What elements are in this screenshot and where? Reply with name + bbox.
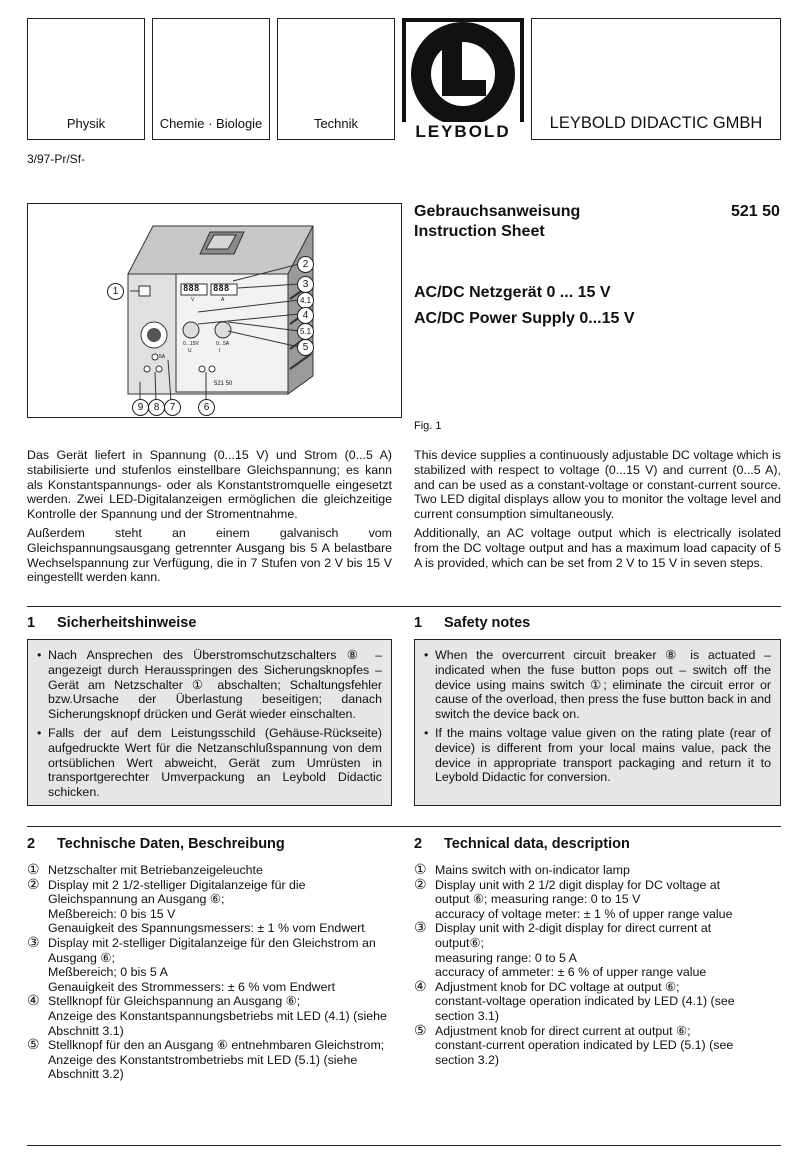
spec-num: ④ [27,992,40,1009]
spec-line: constant-current operation indicated by LED (5.1) (see section 3.2) [435,1038,734,1067]
section1-heading-de: Sicherheitshinweise [57,615,197,631]
title-de: Gebrauchsanweisung [414,203,581,220]
header-cell-chemie [152,18,270,140]
callout-9: 9 [132,399,149,416]
spec-line: accuracy of voltage meter: ± 1 % of upper range value [435,906,733,921]
display-voltage: 888 [183,284,200,294]
safety-item-de: • Falls der auf dem Leistungsschild (Gehäuse-Rückseite) aufgedruckte Wert für die Netzanschlußspannung von dem ortsüblichen Wert abweicht, Gerät zum Umrüsten in transportgerechter Umverpackung an Leybold Didactic schicken. [37,726,382,800]
callout-4-1: 4.1 [297,292,314,309]
intro-de [27,448,392,589]
spec-line: Netzschalter mit Betriebanzeigeleuchte [48,863,263,877]
callout-8: 8 [148,399,165,416]
spec-item-en-3 [414,921,754,979]
leybold-logo [402,18,524,142]
safety-item-en: • When the overcurrent circuit breaker ⑧ is actuated – indicated when the fuse button pops out – switch off the device using mains switch ①; eliminate the circuit error or cause of the overload, then press the fuse button back in and switch the device back on. [424,648,771,722]
title-en: Instruction Sheet [414,223,545,240]
callout-1: 1 [107,283,124,300]
spec-line: Anzeige des Konstantspannungsbetriebs mit LED (4.1) (siehe Abschnitt 3.1) [48,1008,387,1038]
spec-line: accuracy of ammeter: ± 6 % of upper range value [435,965,707,980]
section2-heading-en: Technical data, description [444,836,630,852]
spec-line: Stellknopf für Gleichspannung an Ausgang ⑥; [48,994,301,1009]
section1-num-de: 1 [27,615,36,631]
spec-num: ① [27,861,40,877]
spec-num: ① [414,861,427,877]
fuse-label: 5A [159,354,166,360]
model-label: 521 50 [214,381,233,387]
knob-current-label: 0...5A [216,341,230,347]
spec-num: ② [414,875,427,892]
knob-current-sub: I [219,348,221,354]
header-label-technik: Technik [313,116,359,131]
spec-list-en [414,863,754,1067]
doc-code: 3/97-Pr/Sf- [27,152,86,166]
intro-en-p1: This device supplies a continuously adjustable DC voltage which is stabilized with respect to voltage (0...15 V) and current (0...5 A), and can be used as a constant-voltage or constant-current source. Two LED digital displays allow you to monitor the voltage level and current consumption simultaneously. [414,448,781,522]
spec-item-de-1 [27,863,392,878]
spec-item-en-1 [414,863,754,878]
spec-line: Display unit with 2-digit display for direct current at output⑥; [435,921,712,950]
intro-de-p2: Außerdem steht an einem galvanisch vom Gleichspannungsausgang getrennter Ausgang bis 5 A belastbare Wechselspannung zur Verfügung, die in 7 Stufen von 2 V bis 15 V eingestellt werden kann. [27,525,392,585]
section2-num-en: 2 [414,836,423,852]
spec-line: Display unit with 2 1/2 digit display for DC voltage at output ⑥; measuring range: 0 to 15 V [435,877,721,907]
logo-text: LEYBOLD [415,122,511,141]
product-title-de: AC/DC Netzgerät 0 ... 15 V [414,284,611,301]
section2-heading-de: Technische Daten, Beschreibung [57,836,285,852]
display-current: 888 [213,284,230,294]
spec-item-de-4 [27,994,392,1038]
section2-rule [27,826,781,827]
spec-num: ② [27,875,40,892]
callout-4: 4 [297,307,314,324]
company-name: LEYBOLD DIDACTIC GMBH [549,114,763,132]
spec-item-en-2 [414,875,754,922]
knob-voltage-sub: U [188,348,192,354]
spec-item-de-5 [27,1038,392,1082]
spec-item-en-5 [414,1021,754,1068]
spec-line: Anzeige des Konstantstrombetriebs mit LED (5.1) (siehe Abschnitt 3.2) [48,1052,358,1082]
spec-line: measuring range: 0 to 5 A [435,950,577,965]
section1-title-en [414,615,530,631]
spec-line: Genauigkeit des Strommessers: ± 6 % vom Endwert [48,979,336,994]
safety-item-en: • If the mains voltage value given on the rating plate (rear of device) is different from your local mains value, pack the device in appropriate transport packaging and return it to Leybold Didactic for conversion. [424,726,771,785]
spec-num: ④ [414,977,427,994]
intro-en [414,448,781,574]
callout-2: 2 [297,256,314,273]
spec-item-en-4 [414,977,754,1024]
spec-item-de-3 [27,933,392,994]
spec-line: Adjustment knob for direct current at output ⑥; [435,1023,691,1038]
spec-line: Adjustment knob for DC voltage at output ⑥; [435,979,680,994]
section1-heading-en: Safety notes [444,615,531,631]
callout-5-1: 5.1 [297,323,314,340]
header-company-box [531,18,781,140]
callout-5: 5 [297,339,314,356]
section2-num-de: 2 [27,836,36,852]
section2-title-de [27,836,285,852]
spec-line: Mains switch with on-indicator lamp [435,863,630,877]
product-title-en: AC/DC Power Supply 0...15 V [414,310,635,327]
header-cell-physik [27,18,145,140]
header-label-chemie: Chemie · Biologie [159,116,263,131]
unit-a-label: A [221,297,225,303]
spec-line: constant-voltage operation indicated by LED (4.1) (see section 3.1) [435,994,735,1023]
callout-3: 3 [297,276,314,293]
spec-list-de [27,863,392,1082]
callout-6: 6 [198,399,215,416]
footer-rule [27,1145,781,1146]
figure-caption: Fig. 1 [414,420,442,432]
device-figure [27,203,402,418]
spec-num: ⑤ [414,1021,427,1038]
section2-title-en [414,836,630,852]
header-label-physik: Physik [66,116,106,131]
safety-box-de [27,639,392,806]
safety-item-de: • Nach Ansprechen des Überstromschutzschalters ⑧ – angezeigt durch Herausspringen des Sicherungsknopfes – Gerät am Netzschalter ① abschalten; Schaltungsfehler bzw.Ursache der Überlastung beseitigen; danach Sicherungsknopf drücken und Gerät wieder einschalten. [37,648,382,722]
spec-line: Display mit 2-stelliger Digitalanzeige für den Gleichstrom an Ausgang ⑥; [48,935,376,965]
knob-voltage-label: 0...15V [183,341,199,347]
intro-de-p1: Das Gerät liefert in Spannung (0...15 V) und Strom (0...5 A) stabilisierte und stufenlos einstellbare Gleichspannung; es kann als Konstantspannungs- oder als Konstantstromquelle eingesetzt werden. Zwei LED-Digitalanzeigen ermöglichen die gleichzeitige Kontrolle der Spannung und der Stromentnahme. [27,448,392,522]
section1-num-en: 1 [414,615,423,631]
unit-v-label: V [191,297,195,303]
header-cell-technik [277,18,395,140]
callout-7: 7 [164,399,181,416]
spec-item-de-2 [27,875,392,936]
safety-box-en [414,639,781,806]
spec-num: ③ [27,933,40,950]
spec-num: ⑤ [27,1036,40,1053]
section1-title-de [27,615,196,631]
spec-num: ③ [414,919,427,936]
spec-line: Meßbereich; 0 bis 5 A [48,965,168,980]
doc-number: 521 50 [731,203,780,220]
spec-line: Meßbereich: 0 bis 15 V [48,906,176,921]
spec-line: Genauigkeit des Spannungsmessers: ± 1 % vom Endwert [48,921,365,936]
intro-en-p2: Additionally, an AC voltage output which is electrically isolated from the DC voltage output and has a maximum load capacity of 5 A is provided, which can be set from 2 V to 15 V in seven steps. [414,525,781,570]
spec-line: Display mit 2 1/2-stelliger Digitalanzeige für die Gleichspannung an Ausgang ⑥; [48,877,306,907]
spec-line: Stellknopf für den an Ausgang ⑥ entnehmbaren Gleichstrom; [48,1038,385,1053]
section1-rule [27,606,781,607]
